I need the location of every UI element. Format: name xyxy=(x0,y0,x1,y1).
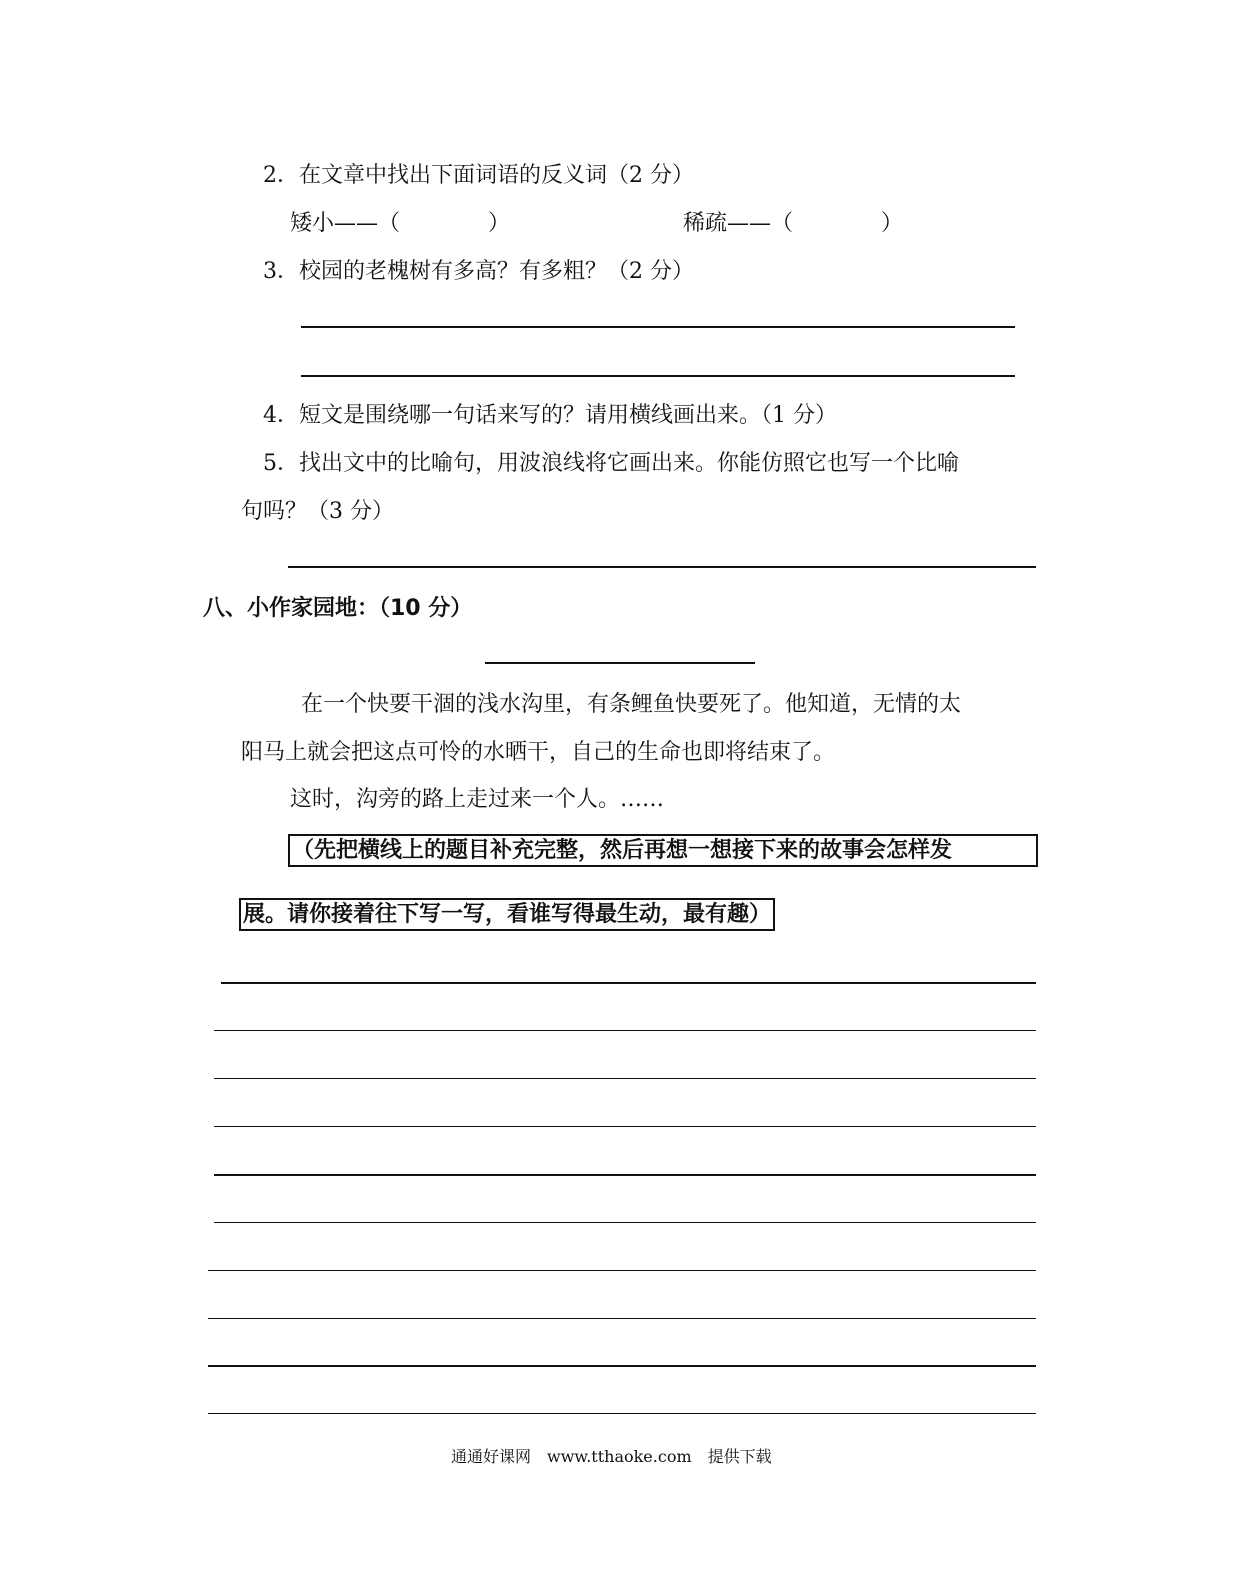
question-4: 4．短文是围绕哪一句话来写的？请用横线画出来。（1 分） xyxy=(263,403,837,428)
writing-line-3[interactable] xyxy=(214,1078,1036,1079)
writing-line-6[interactable] xyxy=(214,1222,1036,1223)
question-2: 2．在文章中找出下面词语的反义词（2 分） xyxy=(263,163,694,188)
question-5-line-2: 句吗？（3 分） xyxy=(241,499,394,524)
writing-line-7[interactable] xyxy=(208,1270,1036,1271)
writing-line-5[interactable] xyxy=(214,1174,1036,1176)
writing-line-8[interactable] xyxy=(208,1318,1036,1319)
story-paragraph-line-2: 阳马上就会把这点可怜的水晒干，自己的生命也即将结束了。 xyxy=(241,740,836,765)
antonym-pair-1: 矮小——（ ） xyxy=(290,211,511,236)
instruction-box-line-1: （先把横线上的题目补充完整，然后再想一想接下来的故事会怎样发 xyxy=(288,834,1038,867)
story-paragraph-line-1: 在一个快要干涸的浅水沟里，有条鲤鱼快要死了。他知道，无情的太 xyxy=(301,692,962,717)
writing-line-1[interactable] xyxy=(221,982,1036,984)
story-paragraph-2: 这时，沟旁的路上走过来一个人。…… xyxy=(290,787,665,812)
question-5-line-1: 5．找出文中的比喻句，用波浪线将它画出来。你能仿照它也写一个比喻 xyxy=(263,451,959,476)
antonym-pair-2: 稀疏——（ ） xyxy=(683,211,904,236)
section-8-heading: 八、小作家园地：（10 分） xyxy=(203,596,473,621)
answer-line-q3-1[interactable] xyxy=(301,326,1015,328)
writing-line-2[interactable] xyxy=(214,1030,1036,1031)
page-footer: 通通好课网 www.tthaoke.com 提供下载 xyxy=(451,1447,772,1466)
question-3: 3．校园的老槐树有多高？有多粗？（2 分） xyxy=(263,259,694,284)
answer-line-q5[interactable] xyxy=(288,566,1036,568)
instruction-box-line-2: 展。请你接着往下写一写，看谁写得最生动，最有趣） xyxy=(239,898,775,931)
writing-line-4[interactable] xyxy=(214,1126,1036,1127)
writing-line-9[interactable] xyxy=(208,1365,1036,1367)
writing-line-10[interactable] xyxy=(208,1413,1036,1414)
answer-line-q3-2[interactable] xyxy=(301,375,1015,377)
title-blank-line[interactable] xyxy=(485,662,755,664)
